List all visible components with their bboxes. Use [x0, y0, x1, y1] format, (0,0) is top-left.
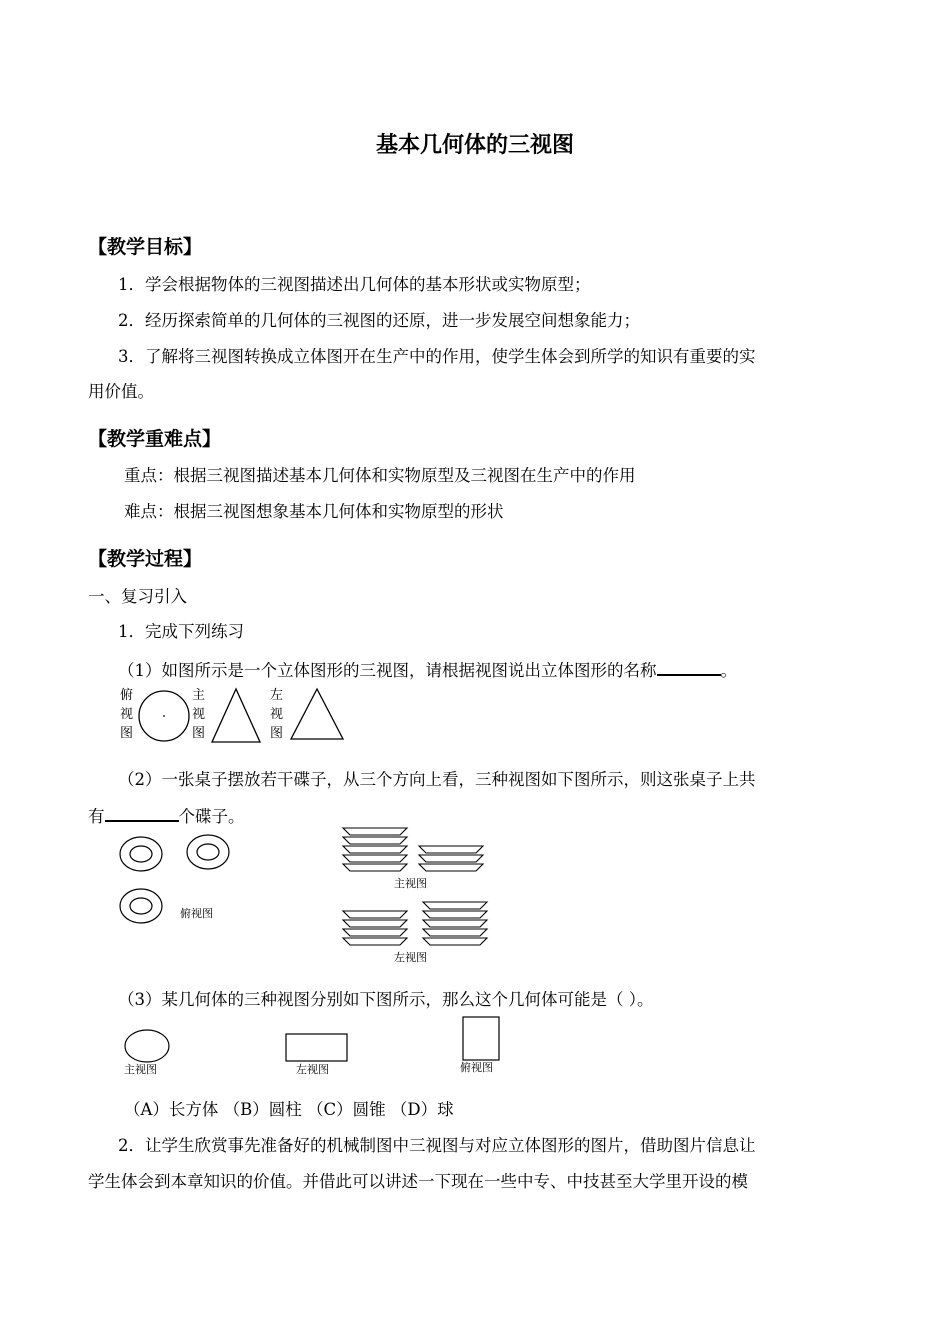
objectives-heading: 【教学目标】 [88, 236, 203, 258]
question-2-line1: （2）一张桌子摆放若干碟子，从三个方向上看，三种视图如下图所示，则这张桌子上共 [118, 770, 756, 789]
q1-front-label-1: 主 [192, 688, 206, 703]
q3-left-rectangle [286, 1034, 347, 1061]
page-title: 基本几何体的三视图 [375, 133, 574, 158]
question-2-suffix: 个碟子。 [178, 807, 245, 826]
q1-left-triangle [291, 689, 343, 739]
q1-left-label-2: 视 [270, 707, 284, 722]
q3-front-ellipse [125, 1030, 169, 1062]
objective-item-2: 2．经历探索简单的几何体的三视图的还原，进一步发展空间想象能力； [118, 311, 640, 330]
q1-top-label-1: 俯 [120, 688, 134, 703]
q1-left-label-1: 左 [270, 688, 284, 703]
question-1-text: （1）如图所示是一个立体图形的三视图，请根据视图说出立体图形的名称 [118, 661, 657, 680]
question-3-figure [118, 1014, 518, 1078]
process-heading: 【教学过程】 [88, 548, 203, 570]
q3-top-view-label: 俯视图 [460, 1061, 493, 1074]
question-2-blank [105, 804, 179, 822]
plate-inner-2 [197, 844, 219, 860]
question-2-line2 [88, 804, 245, 827]
q1-front-label-3: 图 [192, 726, 206, 741]
question-2-top-view [118, 832, 248, 932]
question-2-front-view [340, 826, 490, 892]
question-2-prefix: 有 [88, 807, 105, 826]
step1-title: 1．完成下列练习 [118, 622, 244, 641]
question-1 [118, 658, 737, 681]
question-1-figure [118, 686, 348, 746]
q2-top-view-label: 俯视图 [180, 907, 213, 920]
plate-inner-3 [130, 898, 152, 914]
plate-outer-3 [120, 889, 162, 923]
q3-top-rectangle [463, 1017, 499, 1060]
question-3-options: （A）长方体 （B）圆柱 （C）圆锥 （D）球 [124, 1100, 454, 1119]
difficult-point: 难点：根据三视图想象基本几何体和实物原型的形状 [124, 502, 504, 521]
q1-top-label-2: 视 [120, 707, 134, 722]
question-2-left-view [340, 900, 490, 966]
q1-front-label-2: 视 [192, 707, 206, 722]
plate-outer-1 [120, 837, 162, 871]
step2-line1: 2．让学生欣赏事先准备好的机械制图中三视图与对应立体图形的图片，借助图片信息让 [118, 1136, 756, 1155]
plate-inner-1 [130, 846, 152, 862]
q3-left-view-label: 左视图 [296, 1063, 329, 1076]
q3-front-view-label: 主视图 [124, 1063, 157, 1076]
objective-item-3: 3．了解将三视图转换成立体图开在生产中的作用，使学生体会到所学的知识有重要的实 [118, 347, 756, 366]
question-1-end: 。 [720, 661, 737, 680]
objective-item-1: 1．学会根据物体的三视图描述出几何体的基本形状或实物原型； [118, 275, 591, 294]
plate-outer-2 [187, 835, 229, 869]
step2-line2: 学生体会到本章知识的价值。并借此可以讲述一下现在一些中专、中技甚至大学里开设的模 [88, 1172, 748, 1191]
key-points-heading: 【教学重难点】 [88, 428, 222, 450]
part1-title: 一、复习引入 [88, 587, 187, 606]
q1-circle-center [163, 715, 165, 717]
objective-item-3-cont: 用价值。 [88, 382, 154, 401]
q2-front-view-label: 主视图 [394, 877, 427, 890]
q2-left-view-label: 左视图 [394, 951, 427, 964]
question-1-blank [657, 658, 721, 676]
q1-top-label-3: 图 [120, 726, 134, 741]
question-3-text: （3）某几何体的三种视图分别如下图所示，那么这个几何体可能是（ ）。 [118, 990, 654, 1009]
q1-left-label-3: 图 [270, 726, 284, 741]
q1-front-triangle [212, 689, 260, 742]
key-point: 重点：根据三视图描述基本几何体和实物原型及三视图在生产中的作用 [124, 466, 636, 485]
